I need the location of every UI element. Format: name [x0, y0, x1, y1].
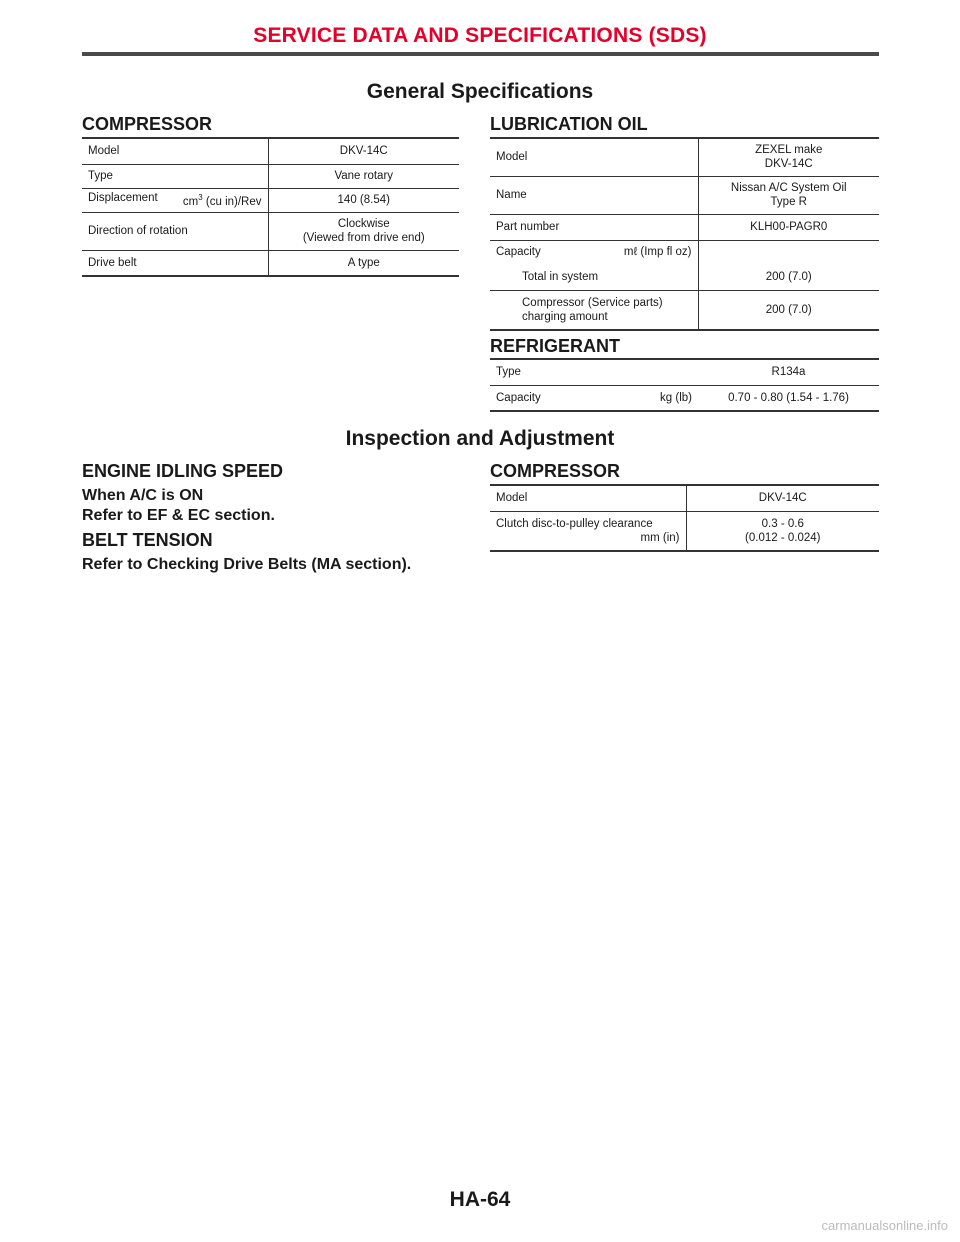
inspection-compressor-heading: COMPRESSOR	[490, 461, 621, 481]
row-value-empty	[698, 240, 879, 264]
table-row	[82, 164, 459, 188]
table-row	[490, 359, 879, 385]
row-label: Model	[496, 151, 528, 164]
lubrication-oil-spec-table	[490, 137, 879, 331]
table-row	[82, 212, 459, 250]
idling-note: When A/C is ON Refer to EF & EC section.	[82, 487, 275, 524]
inspection-adjustment-title: Inspection and Adjustment	[345, 427, 615, 450]
row-label: Model	[88, 145, 120, 158]
row-label: Clutch disc-to-pulley clearance mm (in)	[490, 511, 686, 551]
row-label: Name	[490, 176, 698, 214]
table-row	[490, 176, 879, 214]
row-value: R134a	[771, 366, 806, 379]
table-row	[490, 511, 879, 551]
row-value: 200 (7.0)	[698, 290, 879, 330]
inspection-compressor-table	[490, 484, 879, 552]
table-row	[490, 264, 879, 290]
row-unit: mℓ (Imp fl oz)	[623, 246, 692, 259]
table-row	[490, 385, 879, 411]
table-row	[490, 290, 879, 330]
row-label: Part number	[490, 214, 698, 240]
lubrication-oil-heading: LUBRICATION OIL	[490, 114, 648, 134]
row-value: 0.3 - 0.6 (0.012 - 0.024)	[686, 511, 879, 551]
row-label-split	[490, 385, 698, 411]
row-label-split	[490, 240, 698, 264]
compressor-spec-table	[82, 137, 459, 277]
row-label: Direction of rotation	[82, 212, 268, 250]
row-value: Vane rotary	[268, 164, 459, 188]
header-rule	[82, 52, 879, 56]
belt-tension-heading: BELT TENSION	[82, 530, 213, 550]
row-value: 200 (7.0)	[698, 264, 879, 290]
row-value: DKV-14C	[686, 485, 879, 511]
refrigerant-heading: REFRIGERANT	[490, 336, 620, 356]
row-label: Type	[82, 164, 268, 188]
table-row	[82, 188, 459, 212]
compressor-heading: COMPRESSOR	[82, 114, 213, 134]
row-label-split	[82, 188, 268, 212]
row-label: Total in system	[522, 270, 599, 283]
row-unit: kg (lb)	[660, 391, 692, 404]
watermark: carmanualsonline.info	[821, 1218, 948, 1233]
row-value: Nissan A/C System Oil Type R	[698, 176, 879, 214]
table-row	[490, 240, 879, 264]
table-row	[490, 485, 879, 511]
row-unit: mm (in)	[640, 531, 680, 544]
row-label: Capacity	[496, 246, 541, 259]
engine-idling-speed-heading: ENGINE IDLING SPEED	[82, 461, 284, 481]
belt-tension-note: Refer to Checking Drive Belts (MA section).	[82, 556, 412, 573]
row-label: Displacement	[88, 192, 158, 205]
row-value: DKV-14C	[268, 138, 459, 164]
row-value: Clockwise (Viewed from drive end)	[268, 212, 459, 250]
table-row	[490, 138, 879, 176]
row-label: Capacity	[496, 391, 541, 404]
row-label: Compressor (Service parts) charging amount	[490, 290, 698, 330]
row-value: 0.70 - 0.80 (1.54 - 1.76)	[698, 385, 879, 411]
row-value: 140 (8.54)	[268, 188, 459, 212]
page-number: HA-64	[449, 1188, 511, 1211]
row-value: KLH00-PAGR0	[698, 214, 879, 240]
refrigerant-spec-table	[490, 358, 879, 412]
row-unit: $cm^3$ (cu in)/Rev	[182, 193, 262, 208]
table-row	[82, 138, 459, 164]
row-label: Model	[496, 492, 528, 505]
general-specifications-title: General Specifications	[366, 80, 594, 103]
table-row	[82, 250, 459, 276]
table-row	[490, 214, 879, 240]
row-label: Type	[496, 366, 521, 379]
section-header-title: SERVICE DATA AND SPECIFICATIONS (SDS)	[253, 24, 707, 47]
row-value: A type	[268, 250, 459, 276]
row-label: Drive belt	[82, 250, 268, 276]
row-value: ZEXEL make DKV-14C	[698, 138, 879, 176]
